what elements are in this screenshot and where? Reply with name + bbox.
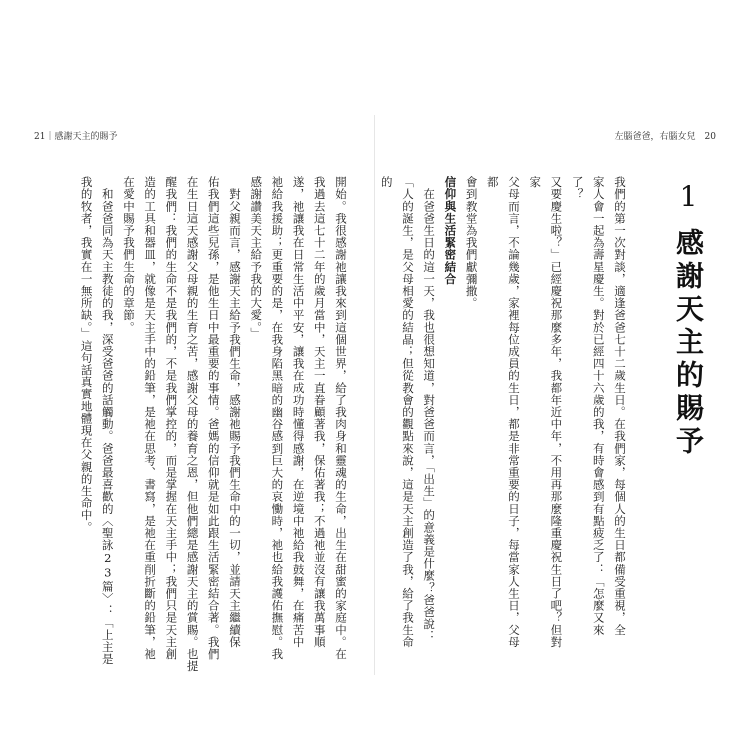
section-paragraph: 在爸爸生日的這一天，我也很想知道，對爸爸而言，「出生」的意義是什麼？爸爸說： 「人的誕生，是父母相愛的結晶；但從教會的觀點來說，這是天主創造了我，給了我生命的 xyxy=(379,176,437,648)
left-page-body-text: 開始。我很感謝祂讓我來到這個世界，給了我肉身和靈魂的生命，出生在甜蜜的家庭中。在 我過去這七十二年的歲月當中，天主一直眷顧著我，保佑著我；不過祂並沒有讓我萬事順 遂，祂讓我在日常生活中平安，讓我在成功時懂得感謝，在逆境中祂給我鼓舞，在痛苦中 祂給我援助；更重要的是，在我身陷黑暗的幽谷感到巨大的哀慟時，祂也給我護佑撫慰。我 感謝讚美天主給予我的大愛。」 對父親而言，感謝天主給予我們生命，感謝祂賜予我們生命中的一切，並請天主繼續保 佑我們這些兒孫，是他生日中最重要的事情。爸媽的信仰就是如此跟生活緊密結合著。我們 在生日這天感謝父母親的生育之苦，感謝父母的養育之恩，但他們總是感謝天主的賞賜。也提 醒我們：我們的生命不是我們的，不是我們掌控的，而是掌握在天主手中；我們只是天主創 造的工具和器皿，就像是天主手中的鉛筆，是祂在思考、書寫，是祂在重削折斷的鉛筆，祂 在愛中賜予我們生命的章節。 和爸爸同為天主教徒的我，深受爸爸的話觸動。爸爸最喜歡的〈聖詠23篇〉：「上主是 我的牧者，我實在一無所缺。」這句話真實地體現在父親的生命中。 xyxy=(79,176,348,673)
chapter-title-text: 感謝天主的賜予 xyxy=(672,228,705,459)
chapter-number: 1 xyxy=(672,180,705,218)
right-running-head: 左腦爸爸，右腦女兒 20 xyxy=(614,132,716,142)
right-page-body-text xyxy=(379,176,630,651)
left-running-head: 21｜感謝天主的賜予 xyxy=(34,132,118,142)
chapter-title xyxy=(668,180,708,459)
right-page xyxy=(375,0,750,750)
section-heading: 信仰與生活緊密結合 xyxy=(443,176,458,285)
intro-paragraph: 我們的第一次對談，適逢爸爸七十二歲生日。在我們家，每個人的生日都備受重視，全 家人會一起為壽星慶生。對於已經四十六歲的我，有時會感到有點疲乏了：「怎麼又來了？ 又要慶生啦？」已經慶祝那麼多年，我都年近中年，不用再那麼隆重慶祝生日了吧？但對家 父母而言，不論幾歲，家裡每位成員的生日，都是非常重要的日子，每當家人生日，父母都 會到教堂為我們獻彌撒。 xyxy=(464,176,627,648)
